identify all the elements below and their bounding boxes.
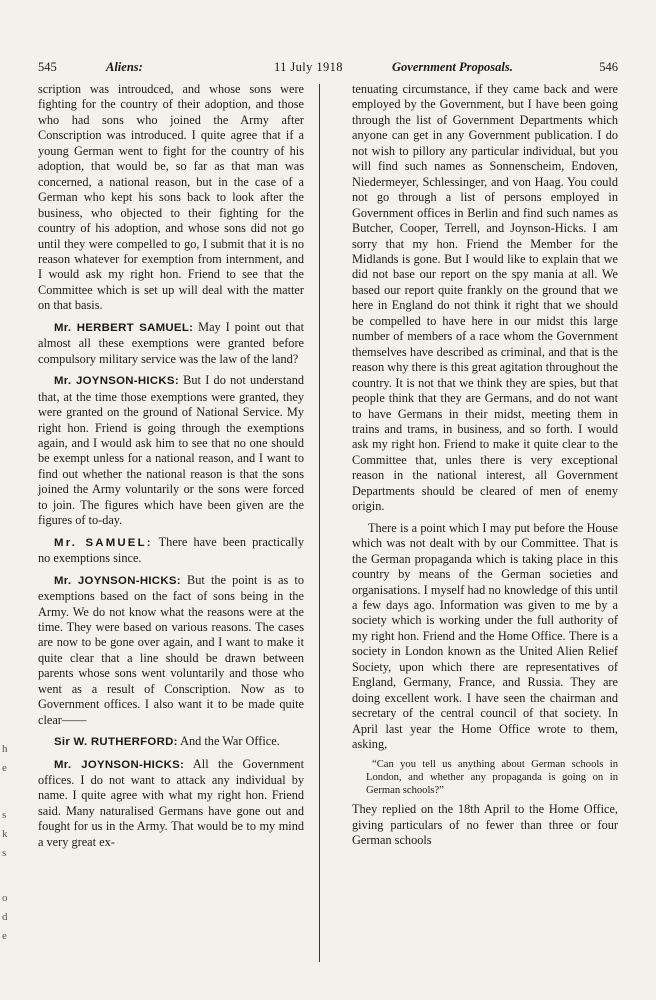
speech-text: All the Government offices. I do not want to attack any individual by name. I quite agree with what my right hon. Friend said. Many naturalised Germans have gone out and fought for us in the Army. That would be to my mind a very great ex-: [38, 756, 304, 849]
page-number-right: 546: [599, 60, 618, 74]
column-divider: [319, 84, 320, 962]
page-header: [38, 60, 618, 78]
speaker-name: Mr. JOYNSON-HICKS:: [54, 758, 185, 771]
speaker-name: Mr. JOYNSON-HICKS:: [54, 574, 181, 587]
margin-mark: s: [2, 809, 7, 821]
speaker-name: Sir W. RUTHERFORD:: [54, 736, 178, 749]
speech: [38, 535, 304, 567]
sitting-date: 11 July 1918: [274, 60, 343, 74]
page-number-left: 545: [38, 60, 57, 74]
speech: [38, 757, 304, 851]
paragraph: There is a point which I may put before the House which was not dealt with by our Committee. That is the German propaganda which is taking place in this country by means of the German societies and organisations. I myself had no knowledge of this until a few days ago. Information was given to me by a society which is working under the full authority of my right hon. Friend and the Home Office. There is a society in London known as the United Alien Relief Society, upon which there are representatives of England, Germany, France, and Russia. They are doing excellent work. I have seen the chairman and secretary of the central council of that society. In April last year the Home Office wrote to them, asking,: [352, 520, 618, 752]
margin-mark: e: [2, 762, 7, 774]
speech: [38, 573, 304, 729]
margin-mark: k: [2, 828, 8, 840]
paragraph: They replied on the 18th April to the Home Office, giving particulars of no fewer than three or four German schools: [352, 802, 618, 848]
speech-text: There have been practically no exemptions since.: [38, 534, 305, 566]
margin-mark: d: [2, 911, 8, 923]
speaker-name: Mr. SAMUEL:: [54, 536, 153, 549]
margin-bleed-marks: [2, 740, 14, 946]
margin-mark: h: [2, 743, 8, 755]
speaker-name: Mr. JOYNSON-HICKS:: [54, 375, 179, 388]
quotation: “Can you tell us anything about German schools in London, and whether any propaganda is going on in German schools?”: [366, 759, 618, 797]
paragraph: tenuating circumstance, if they came back and were employed by the Government, but I have been going through the list of Government Departments which anyone can get in any Government publication. I do not wish to pillory any particular individual, but you will find such names as Sonnenscheim, Endoven, Niedermeyer, Schlessinger, and von Haag. You could not go through a list of persons employed in Government offices in Berlin and find such names as Butcher, Cooper, Terrell, and Joynson-Hicks. I am sorry that my hon. Friend the Member for the Midlands is gone. But I would like to explain that we did not base our report on the spy mania at all. We based our report quite frankly on the ground that we here in England do not think it right that we should be compelled to have here in our midst this large number of members of a race whom the Government themselves have described as criminal, and that is the reason why there is this great agitation throughout the country. It is not that we think they are spies, but that people think that they are Germans, and do not want to have Germans in their midst, meeting them in trains and trams, in business, and so forth. I would ask my right hon. Friend to make it quite clear to the Committee that, unles there is very exceptional reason in the national interest, all Government Departments should be cleared of men of enemy origin.: [352, 82, 618, 514]
speech-text: And the War Office.: [177, 734, 280, 749]
left-column: [38, 82, 304, 856]
section-title: Aliens:: [106, 60, 143, 74]
paragraph: scription was introudced, and whose sons were fighting for the country of their adoption, and those who had sons who joined the Army after Conscription was introduced. I quite agree that if a young German went to fight for the country of his adoption, that would be, so far as that man was concerned, a national reason, but in the case of a German who kept his sons back to look after the business, who objected to their fighting for the country of his adoption, and whose sons did not go until they were compelled to go, I submit that it is no reason whatever for exemption from internment, and I would ask my right hon. Friend to see that the Committee which is set up will deal with the matter on that basis.: [38, 82, 304, 313]
margin-mark: e: [2, 930, 7, 942]
margin-mark: s: [2, 847, 7, 859]
speech: [38, 320, 304, 367]
topic-title: Government Proposals.: [392, 60, 513, 74]
speech-text: May I point out that almost all these exemptions were granted before compulsory military service was the law of the land?: [38, 319, 304, 366]
margin-mark: o: [2, 892, 8, 904]
speech-text: But I do not understand that, at the time those exemptions were granted, they were granted on the ground of National Service. My right hon. Friend is going through the exemptions again, and I would ask him to see that no one should be exempt unless for a national reason, and I want to find out whether the national reason is that the sons joined the Army voluntarily or the sons were forced to join. The figures which have been given are the figures of to-day.: [38, 373, 305, 528]
right-column: [352, 82, 618, 855]
speaker-name: Mr. HERBERT SAMUEL:: [54, 321, 194, 334]
speech: [38, 734, 304, 750]
speech-text: But the point is as to exemptions based on the fact of sons being in the Army. We do not know what the reasons were at the time. They were based on various reasons. The cases are now to be gone over again, and I want to make it quite clear that a line should be drawn between parents whose sons went voluntarily and those who went as a result of Conscription. Now as to Government offices. I also want it to be made quite clear——: [38, 572, 304, 727]
speech: [38, 373, 304, 529]
